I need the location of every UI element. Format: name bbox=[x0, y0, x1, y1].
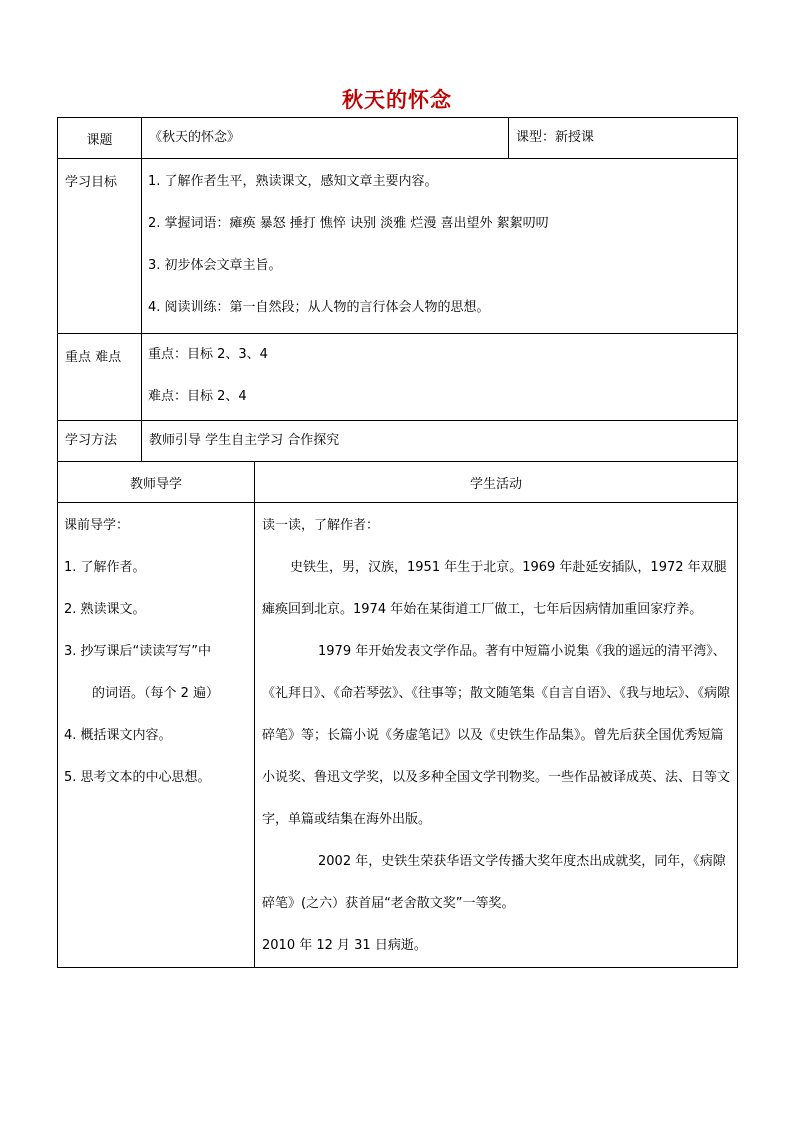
student-activity-heading: 读一读，了解作者： bbox=[262, 518, 380, 533]
topic-value: 《秋天的怀念》 bbox=[142, 118, 509, 159]
goals-row bbox=[58, 159, 738, 334]
column-header-row bbox=[58, 462, 738, 503]
focus-row bbox=[58, 334, 738, 421]
teacher-guide-item: 4. 概括课文内容。 bbox=[64, 728, 172, 743]
teacher-column-header: 教师导学 bbox=[58, 462, 255, 503]
teacher-guide-heading: 课前导学： bbox=[64, 518, 130, 533]
lesson-plan-table bbox=[57, 117, 738, 968]
lesson-type: 课型：新授课 bbox=[509, 118, 738, 159]
method-row bbox=[58, 421, 738, 462]
document-title: 秋天的怀念 bbox=[342, 88, 452, 112]
goal-item: 4. 阅读训练：第一自然段；从人物的言行体会人物的思想。 bbox=[148, 300, 490, 315]
topic-label: 课题 bbox=[58, 118, 142, 159]
content-row bbox=[58, 503, 738, 968]
method-text: 教师引导 学生自主学习 合作探究 bbox=[142, 421, 738, 462]
death-paragraph: 2010 年 12 月 31 日病逝。 bbox=[262, 938, 427, 953]
student-activity-cell bbox=[255, 503, 738, 968]
key-points: 重点：目标 2、3、4 bbox=[148, 347, 268, 362]
goal-item: 3. 初步体会文章主旨。 bbox=[148, 258, 282, 273]
difficult-points: 难点：目标 2、4 bbox=[148, 389, 247, 404]
goal-item: 2. 掌握词语：瘫痪 暴怒 捶打 憔悴 诀别 淡雅 烂漫 喜出望外 絮絮叨叨 bbox=[148, 216, 549, 231]
topic-row bbox=[58, 118, 738, 159]
method-label: 学习方法 bbox=[58, 421, 142, 462]
goals-label: 学习目标 bbox=[58, 159, 142, 334]
teacher-guide-item: 1. 了解作者。 bbox=[64, 560, 146, 575]
student-column-header: 学生活动 bbox=[255, 462, 738, 503]
goal-item: 1. 了解作者生平，熟读课文，感知文章主要内容。 bbox=[148, 174, 438, 189]
author-bio-paragraph: 史铁生，男，汉族，1951 年生于北京。1969 年赴延安插队，1972 年双腿瘫痪回到北京。1974 年始在某街道工厂做工，七年后因病情加重回家疗养。 bbox=[262, 560, 727, 617]
teacher-guide-item: 的词语。（每个 2 遍） bbox=[92, 686, 220, 701]
teacher-guide-item: 5. 思考文本的中心思想。 bbox=[64, 770, 211, 785]
teacher-guide-cell bbox=[58, 503, 255, 968]
focus-label: 重点 难点 bbox=[58, 334, 142, 421]
teacher-guide-item: 3. 抄写课后“读读写写”中 bbox=[64, 644, 212, 659]
award-paragraph: 2002 年，史铁生荣获华语文学传播大奖年度杰出成就奖，同年，《病隙碎笔》(之六）获首届“老舍散文奖”一等奖。 bbox=[262, 854, 726, 911]
works-paragraph: 1979 年开始发表文学作品。著有中短篇小说集《我的遥远的清平湾》、《礼拜日》、《命若琴弦》、《往事等；散文随笔集《自言自语》、《我与地坛》、《病隙碎笔》等；长篇小说《务虚笔记》以及《史铁生作品集》。曾先后获全国优秀短篇小说奖、鲁迅文学奖，以及多种全国文学刊物奖。一些作品被译成英、法、日等文字，单篇或结集在海外出版。 bbox=[262, 644, 731, 827]
teacher-guide-item: 2. 熟读课文。 bbox=[64, 602, 146, 617]
